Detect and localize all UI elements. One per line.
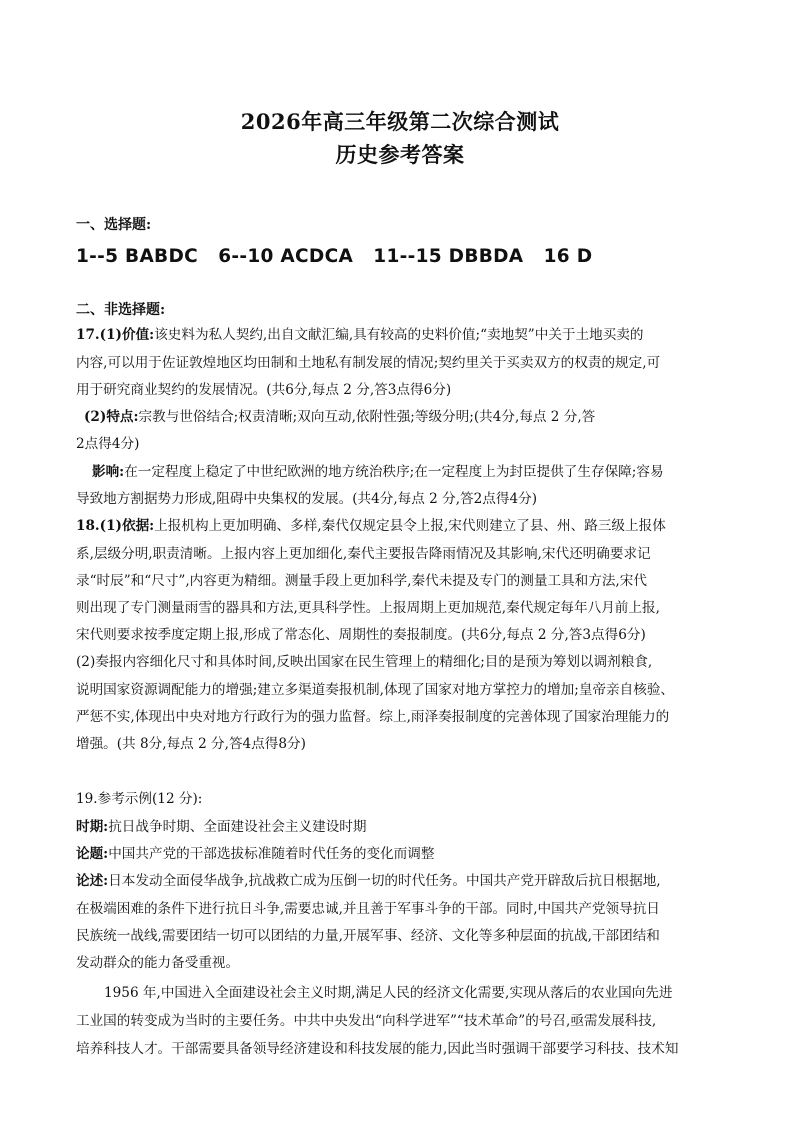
q17-line-4 <box>84 408 595 426</box>
q18-line-7: 说明国家资源调配能力的增强;建立多渠道奏报机制,体现了国家对地方掌控力的增加;皇帝亲自核验、 <box>76 682 675 698</box>
q19-arg-line-3: 民族统一战线,需要团结一切可以团结的力量,开展军事、经济、文化等多种层面的抗战,干部团结和 <box>76 928 660 944</box>
q19-para2-line-3: 培养科技人才。干部需要具备领导经济建设和科技发展的能力,因此当时强调干部要学习科技、技术知 <box>76 1041 679 1057</box>
document-title: 2026年高三年级第二次综合测试 <box>240 109 560 134</box>
q19-para2-line-1: 1956 年,中国进入全面建设社会主义时期,满足人民的经济文化需要,实现从落后的农业国向先进 <box>104 985 673 1001</box>
q19-arg-line-4: 发动群众的能力备受重视。 <box>76 955 240 971</box>
q17-line-2: 内容,可以用于佐证敦煌地区均田制和土地私有制发展的情况;契约里关于买卖双方的权责的规定,可 <box>76 355 661 371</box>
document-subtitle: 历史参考答案 <box>335 142 465 167</box>
q19-heading: 19.参考示例(12 分): <box>76 791 203 807</box>
q19-thesis-line <box>76 845 434 863</box>
q19-text: 抗日战争时期、全面建设社会主义建设时期 <box>108 819 367 835</box>
q18-line-9: 增强。(共 8分,每点 2 分,答4点得8分) <box>76 736 306 752</box>
q17-line-6 <box>92 463 664 481</box>
q18-line-8: 严惩不实,体现出中央对地方行政行为的强力监督。综上,雨泽奏报制度的完善体现了国家治理能力的 <box>76 709 670 725</box>
q17-line-7: 导致地方割据势力形成,阻碍中央集权的发展。(共4分,每点 2 分,答2点得4分) <box>76 491 538 507</box>
q19-text: 日本发动全面侵华战争,抗战救亡成为压倒一切的时代任务。中国共产党开辟敌后抗日根据地, <box>108 873 661 889</box>
q17-text: 宗教与世俗结合;权责清晰;双向互动,依附性强;等级分明;(共4分,每点 2 分,答 <box>138 409 596 425</box>
q18-line-2: 系,层级分明,职责清晰。上报内容上更加细化,秦代主要报告降雨情况及其影响,宋代还明确要求记 <box>76 546 651 562</box>
q19-arg-line-1 <box>76 872 661 890</box>
q17-label-impact: 影响: <box>92 464 125 480</box>
q17-line-3: 用于研究商业契约的发展情况。(共6分,每点 2 分,答3点得6分) <box>76 382 452 398</box>
q18-label-basis: 18.(1)依据: <box>76 518 155 534</box>
q17-line-5: 2点得4分) <box>76 436 140 452</box>
q19-arg-line-2: 在极端困难的条件下进行抗日斗争,需要忠诚,并且善于军事斗争的干部。同时,中国共产党领导抗日 <box>76 901 660 917</box>
q18-line-3: 录“时辰”和“尺寸”,内容更为精细。测量手段上更加科学,秦代未提及专门的测量工具和方法,宋代 <box>76 573 647 589</box>
q19-label-period: 时期: <box>76 819 109 835</box>
q19-text: 中国共产党的干部选拔标准随着时代任务的变化而调整 <box>108 846 435 862</box>
q17-label-value: 17.(1)价值: <box>76 327 155 343</box>
q18-line-5: 宋代则要求按季度定期上报,形成了常态化、周期性的奏报制度。(共6分,每点 2 分,答3点得6分) <box>76 627 646 643</box>
section-open-heading: 二、非选择题: <box>76 302 166 318</box>
q19-label-arg: 论述: <box>76 873 109 889</box>
q17-text: 在一定程度上稳定了中世纪欧洲的地方统治秩序;在一定程度上为封臣提供了生存保障;容易 <box>124 464 664 480</box>
q19-label-thesis: 论题: <box>76 846 109 862</box>
choice-answers: 1--5 BABDC 6--10 ACDCA 11--15 DBBDA 16 D <box>76 246 593 267</box>
q19-period-line <box>76 818 367 836</box>
q18-text: 上报机构上更加明确、多样,秦代仅规定县令上报,宋代则建立了县、州、路三级上报体 <box>154 518 666 534</box>
q18-line-4: 则出现了专门测量雨雪的器具和方法,更具科学性。上报周期上更加规范,秦代规定每年八月前上报, <box>76 600 660 616</box>
q17-label-features: (2)特点: <box>84 409 139 425</box>
q18-line-6: (2)奏报内容细化尺寸和具体时间,反映出国家在民生管理上的精细化;目的是预为筹划以调剂粮食, <box>76 654 653 670</box>
q17-text: 该史料为私人契约,出自文献汇编,具有较高的史料价值;“卖地契”中关于土地买卖的 <box>154 327 644 343</box>
section-choice-heading: 一、选择题: <box>76 217 152 233</box>
q18-line-1 <box>76 517 666 535</box>
q19-para2-line-2: 工业国的转变成为当时的主要任务。中共中央发出“向科学进军”“技术革命”的号召,亟需发展科技, <box>76 1013 657 1029</box>
q17-line-1 <box>76 326 644 344</box>
